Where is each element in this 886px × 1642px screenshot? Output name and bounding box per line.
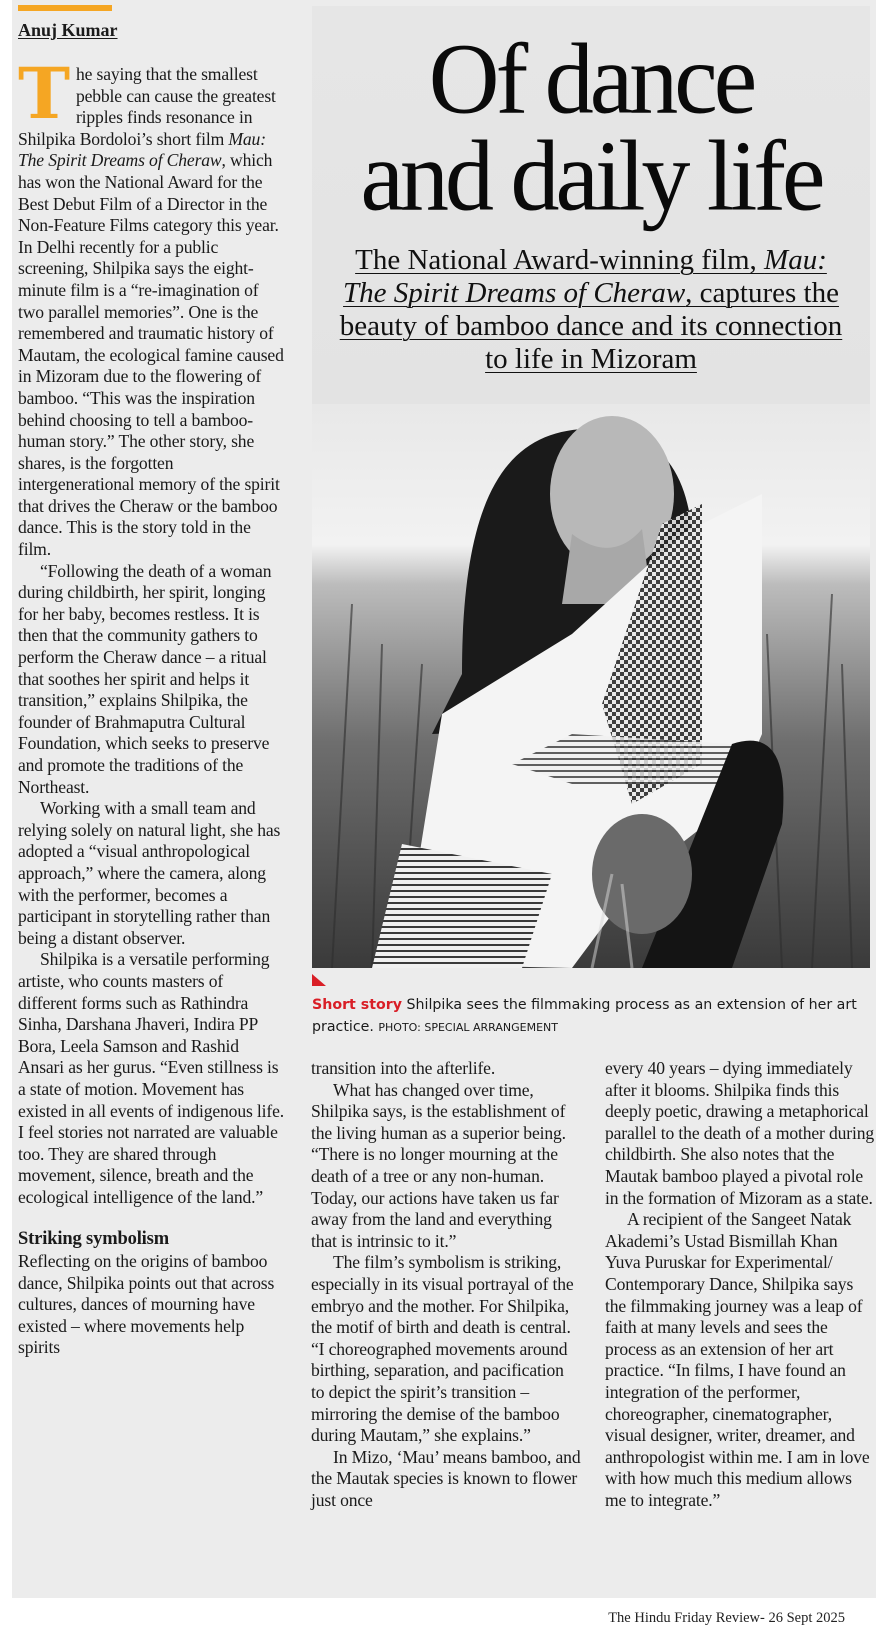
article-column-left [18, 52, 285, 1359]
paragraph: transition into the afterlife. [311, 1058, 496, 1078]
film-title: Mau: The Spirit Dreams of Cheraw [343, 244, 827, 309]
feature-photo [312, 404, 870, 968]
caption-lead: Short story [312, 997, 403, 1013]
standfirst: The National Award-winning film, Mau: The Spirit Dreams of Cheraw, captures the beauty of bamboo dance and its connection to life in Mizoram [339, 244, 843, 375]
drop-cap: T [18, 52, 70, 135]
photo-caption: Short story Shilpika sees the filmmaking process as an extension of her art practice. PHOTO: SPECIAL ARRANGEMENT [312, 997, 857, 1035]
lead-paragraph: The saying that the smallest pebble can cause the greatest ripples finds resonance in Shilpika Bordoloi’s short film Mau: The Spirit Dreams of Cheraw, which has won the National Award for the Best Debut Film of a Director in the Non-Feature Films category this year. In Delhi recently for a public screening, Shilpika says the eight-minute film is a “re-imagination of two parallel memories”. One is the remembered and traumatic history of Mautam, the ecological famine caused in Mizoram due to the flowering of bamboo. “This was the inspiration behind choosing to tell a bamboo-human story.” The other story, she shares, is the forgotten intergenerational memory of the spirit that drives the Cheraw or the bamboo dance. This is the story told in the film. [18, 52, 284, 560]
caption-marker-icon [312, 974, 326, 986]
author-byline: Anuj Kumar [18, 20, 118, 40]
hero-panel [312, 6, 870, 968]
paragraph: Reflecting on the origins of bamboo dance, Shilpika points out that across cultures, dances of mourning have existed – where movements help spirits [18, 1251, 275, 1358]
paragraph: Shilpika is a versatile performing artiste, who counts masters of different forms such as Rathindra Sinha, Darshana Jhaveri, Indira PP Bora, Leela Samson and Rashid Ansari as her gurus. “Even stillness is a state of motion. Movement has existed in all events of indigenous life. I feel stories not narrated are valuable too. They are shared through movement, silence, breath and the ecological intelligence of the land.” [18, 949, 285, 1207]
source-footer: The Hindu Friday Review- 26 Sept 2025 [608, 1610, 845, 1626]
photo-credit: PHOTO: SPECIAL ARRANGEMENT [378, 1021, 558, 1034]
article-column-right [605, 1058, 875, 1511]
paragraph: The film’s symbolism is striking, especially in its visual portrayal of the embryo and the mother. For Shilpika, the motif of birth and death is central. “I choreographed movements around birthing, separation, and pacification to depict the spirit’s transition – mirroring the demise of the bamboo during Mautam,” she explains.” [311, 1252, 574, 1446]
subheading: Striking symbolism [18, 1229, 169, 1250]
paragraph: In Mizo, ‘Mau’ means bamboo, and the Mautak species is known to flower just once [311, 1446, 581, 1510]
paragraph: Working with a small team and relying solely on natural light, she has adopted a “visual anthropological approach,” where the camera, along with the performer, becomes a participant in storytelling rather than being a distant observer. [18, 798, 281, 948]
paragraph: What has changed over time, Shilpika says, is the establishment of the living human as a superior being. “There is no longer mourning at the death of a tree or any non-human. Today, our actions have taken us far away from the land and everything that is intrinsic to it.” [311, 1079, 566, 1251]
paragraph: “Following the death of a woman during childbirth, her spirit, longing for her baby, becomes restless. It is then that the community gathers to perform the Cheraw dance – a ritual that soothes her spirit and helps it transition,” explains Shilpika, the founder of Brahmaputra Cultural Foundation, which seeks to preserve and promote the traditions of the Northeast. [18, 560, 272, 797]
paragraph: every 40 years – dying immediately after it blooms. Shilpika finds this deeply poetic, drawing a metaphorical parallel to the death of a mother during childbirth. She also notes that the Mautak bamboo played a pivotal role in the formation of Mizoram as a state. [605, 1058, 875, 1208]
article-column-middle [311, 1058, 581, 1511]
paragraph: A recipient of the Sangeet Natak Akademi’s Ustad Bismillah Khan Yuva Puruskar for Experimental/ Contemporary Dance, Shilpika says the filmmaking journey was a leap of faith at many levels and sees the process as an extension of her art practice. “In films, I have found an integration of the performer, choreographer, cinematographer, visual designer, writer, dreamer, and anthropologist within me. I am in love with how much this medium allows me to integrate.” [605, 1209, 870, 1510]
film-title: Mau: The Spirit Dreams of Cheraw [18, 128, 266, 171]
accent-bar [18, 5, 112, 11]
headline: Of dance and daily life [360, 23, 822, 233]
